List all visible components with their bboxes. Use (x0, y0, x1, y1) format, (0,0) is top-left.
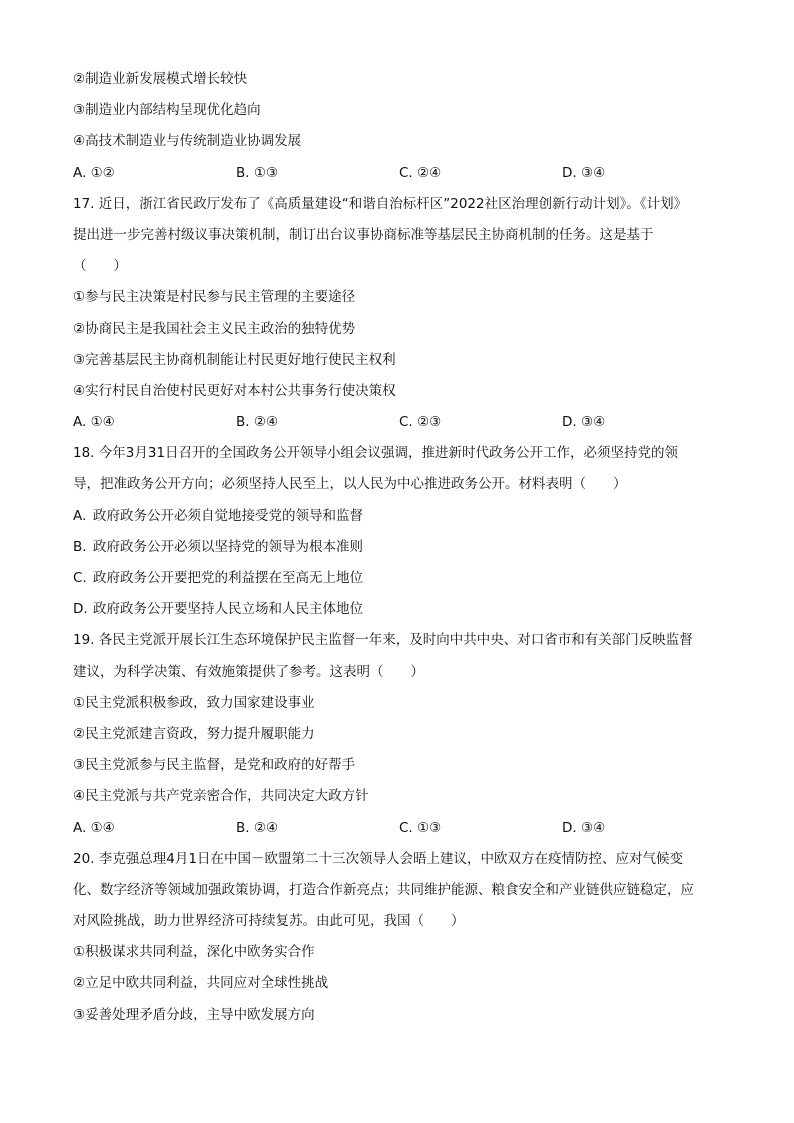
q18-choice-b-letter: B. (73, 538, 87, 555)
q18-choice-d-text: 政府政务公开要坚持人民立场和人民主体地位 (93, 601, 363, 618)
q20-stem-line-3: 对风险挑战，助力世界经济可持续复苏。由此可见，我国（ ） (73, 913, 465, 930)
question-20 (73, 844, 724, 1031)
q19-option-b: B. ②④ (236, 819, 279, 836)
q18-choice-d-letter: D. (73, 601, 88, 618)
q17-stem-line-3: （ ） (73, 258, 127, 275)
q16-statement-2: ②制造业新发展模式增长较快 (73, 71, 248, 87)
q19-options (73, 813, 724, 844)
q17-statement-3: ③完善基层民主协商机制能让村民更好地行使民主权利 (73, 351, 396, 368)
q19-option-c: C. ①③ (399, 819, 442, 836)
q20-statement-1: ①积极谋求共同利益，深化中欧务实合作 (73, 944, 315, 961)
q17-stem-line-2: 提出进一步完善村级议事决策机制，制订出台议事协商标准等基层民主协商机制的任务。这是基于 (73, 226, 654, 243)
q18-choice-a-letter: A. (73, 507, 87, 524)
q17-options (73, 407, 724, 438)
question-18 (73, 438, 724, 625)
q19-statement-1: ①民主党派积极参政，致力国家建设事业 (73, 694, 315, 711)
q20-stem-line-1: 20. 李克强总理4月1日在中国－欧盟第二十三次领导人会晤上建议，中欧双方在疫情防控、应对气候变 (73, 850, 683, 867)
q20-statement-2: ②立足中欧共同利益，共同应对全球性挑战 (73, 975, 329, 992)
q17-statement-4: ④实行村民自治使村民更好对本村公共事务行使决策权 (73, 382, 396, 399)
q17-option-c: C. ②③ (399, 414, 442, 431)
q18-choice-d (73, 594, 724, 625)
q18-choice-b (73, 532, 724, 563)
q20-stem-line-2: 化、数字经济等领域加强政策协调，打造合作新亮点；共同维护能源、粮食安全和产业链供应链稳定，应 (73, 881, 694, 898)
question-17 (73, 189, 724, 439)
q16-options (73, 158, 724, 189)
q17-option-a: A. ①④ (73, 414, 115, 431)
q19-stem-line-2: 建议，为科学决策、有效施策提供了参考。这表明（ ） (73, 663, 424, 680)
q19-stem-line-1: 19. 各民主党派开展长江生态环境保护民主监督一年来，及时向中共中央、对口省市和有关部门反映监督 (73, 632, 693, 649)
q16-statement-3: ③制造业内部结构呈现优化趋向 (73, 102, 261, 119)
q16-option-a: A. ①② (73, 164, 115, 181)
q17-option-d: D. ③④ (562, 414, 606, 431)
question-16-tail (73, 64, 724, 189)
question-19 (73, 625, 724, 843)
q20-statement-3: ③妥善处理矛盾分歧，主导中欧发展方向 (73, 1006, 315, 1023)
q17-stem-line-1: 17. 近日，浙江省民政厅发布了《高质量建设“和谐自治标杆区”2022社区治理创新行动计划》。《计划》 (73, 195, 688, 212)
q18-choice-a-text: 政府政务公开必须自觉地接受党的领导和监督 (93, 507, 363, 524)
q19-statement-4: ④民主党派与共产党亲密合作，共同决定大政方针 (73, 788, 369, 805)
q16-option-d: D. ③④ (562, 164, 606, 181)
q16-statement-4: ④高技术制造业与传统制造业协调发展 (73, 133, 302, 150)
q18-choice-c (73, 563, 724, 594)
q19-statement-2: ②民主党派建言资政，努力提升履职能力 (73, 725, 315, 742)
q19-statement-3: ③民主党派参与民主监督，是党和政府的好帮手 (73, 757, 356, 774)
q16-option-c: C. ②④ (399, 164, 442, 181)
q18-choice-a (73, 501, 724, 532)
q18-stem-line-2: 导，把准政务公开方向；必须坚持人民至上，以人民为中心推进政务公开。材料表明（ ） (73, 476, 627, 493)
q16-option-b: B. ①③ (236, 164, 279, 181)
q19-option-a: A. ①④ (73, 819, 115, 836)
q18-choice-c-letter: C. (73, 570, 87, 586)
q19-option-d: D. ③④ (562, 819, 606, 836)
q18-stem-line-1: 18. 今年3月31日召开的全国政务公开领导小组会议强调，推进新时代政务公开工作，必须坚持党的领 (73, 445, 679, 462)
q18-choice-b-text: 政府政务公开必须以坚持党的领导为根本准则 (93, 538, 363, 555)
q17-statement-2: ②协商民主是我国社会主义民主政治的独特优势 (73, 320, 356, 337)
q18-choice-c-text: 政府政务公开要把党的利益摆在至高无上地位 (93, 570, 363, 586)
q17-statement-1: ①参与民主决策是村民参与民主管理的主要途径 (73, 289, 356, 306)
q17-option-b: B. ②④ (236, 414, 279, 431)
